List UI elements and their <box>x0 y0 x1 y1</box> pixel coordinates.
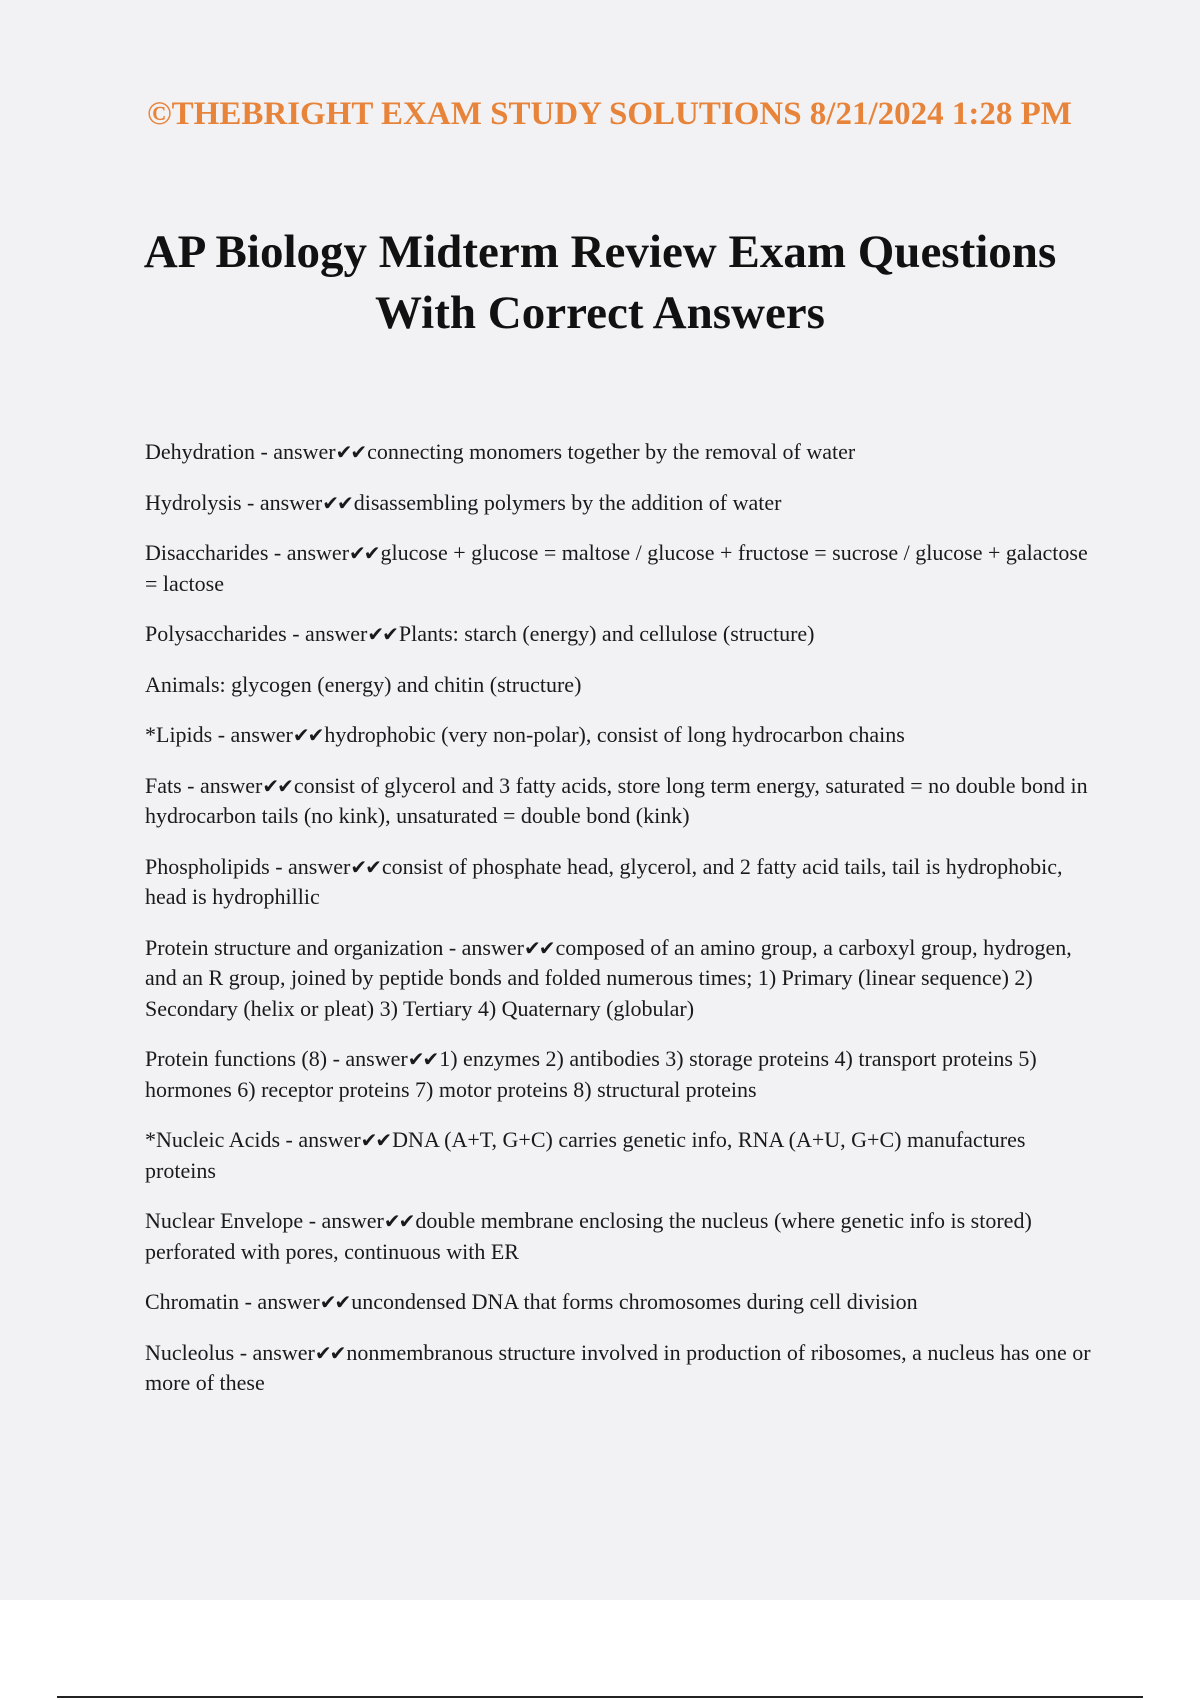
check-icon: ✔✔ <box>360 1128 391 1152</box>
check-icon: ✔✔ <box>262 773 292 798</box>
check-icon: ✔✔ <box>314 1340 345 1365</box>
qa-answer: hydrophobic (very non-polar), consist of long hydrocarbon chains <box>324 722 905 747</box>
check-icon: ✔✔ <box>349 541 379 565</box>
qa-item-animals-continuation <box>145 670 1095 701</box>
qa-answer: connecting monomers together by the removal of water <box>367 439 856 464</box>
qa-item-nucleic-acids <box>145 1125 1095 1186</box>
qa-term: *Lipids - answer <box>145 722 293 747</box>
check-icon: ✔✔ <box>407 1047 438 1071</box>
title-line-2: With Correct Answers <box>375 287 825 339</box>
qa-answer: double membrane enclosing the nucleus (where genetic info is stored) perforated with pores, continuous with ER <box>145 1208 1032 1264</box>
watermark-header <box>147 96 1147 133</box>
qa-answer: Animals: glycogen (energy) and chitin (structure) <box>145 671 582 697</box>
qa-term: Phospholipids - answer <box>145 853 351 879</box>
check-icon: ✔✔ <box>350 854 380 879</box>
qa-item-nuclear-envelope <box>145 1206 1095 1267</box>
qa-item-polysaccharides <box>145 619 1095 650</box>
qa-term: Chromatin - answer <box>145 1289 320 1314</box>
qa-term: Polysaccharides - answer <box>145 621 368 646</box>
qa-term: Fats - answer <box>145 772 263 798</box>
qa-answer: disassembling polymers by the addition of water <box>353 489 782 515</box>
qa-term: Hydrolysis - answer <box>145 489 323 515</box>
qa-answer: nonmembranous structure involved in production of ribosomes, a nucleus has one or more of these <box>145 1339 1091 1395</box>
qa-term: Protein functions (8) - answer <box>145 1046 408 1071</box>
qa-answer: 1) enzymes 2) antibodies 3) storage proteins 4) transport proteins 5) hormones 6) receptor proteins 7) motor proteins 8) structural proteins <box>145 1046 1037 1102</box>
qa-answer: consist of phosphate head, glycerol, and 2 fatty acid tails, tail is hydrophobic, head is hydrophillic <box>145 853 1063 909</box>
qa-term: Nucleolus - answer <box>145 1339 315 1365</box>
qa-term: *Nucleic Acids - answer <box>145 1127 361 1152</box>
qa-answer: composed of an amino group, a carboxyl group, hydrogen, and an R group, joined by peptide bonds and folded numerous times; 1) Primary (linear sequence) 2) Secondary (helix or pleat) 3) Tertiary 4) Quaternary (globular) <box>145 934 1072 1021</box>
copyright-icon: © <box>147 96 172 132</box>
qa-item-disaccharides <box>145 538 1095 599</box>
qa-item-protein-functions <box>145 1044 1095 1105</box>
check-icon: ✔✔ <box>292 723 323 747</box>
qa-term: Protein structure and organization - answer <box>145 934 524 960</box>
qa-answer: DNA (A+T, G+C) carries genetic info, RNA (A+U, G+C) manufactures proteins <box>145 1127 1026 1183</box>
watermark-text: THEBRIGHT EXAM STUDY SOLUTIONS 8/21/2024 1:28 PM <box>171 96 1072 132</box>
qa-term: Disaccharides - answer <box>145 540 350 565</box>
check-icon: ✔✔ <box>319 1290 350 1314</box>
qa-item-phospholipids <box>145 852 1095 913</box>
qa-item-nucleolus <box>145 1338 1095 1399</box>
check-icon: ✔✔ <box>335 440 366 464</box>
qa-term: Dehydration - answer <box>145 439 336 464</box>
check-icon: ✔✔ <box>322 490 352 515</box>
qa-list <box>145 437 1095 1419</box>
check-icon: ✔✔ <box>367 622 397 646</box>
qa-answer: consist of glycerol and 3 fatty acids, store long term energy, saturated = no double bond in hydrocarbon tails (no kink), unsaturated = double bond (kink) <box>145 772 1088 828</box>
check-icon: ✔✔ <box>383 1209 414 1233</box>
qa-item-fats <box>145 771 1095 832</box>
title-line-1: AP Biology Midterm Review Exam Questions <box>143 226 1057 278</box>
qa-answer: uncondensed DNA that forms chromosomes during cell division <box>351 1289 918 1314</box>
qa-answer: glucose + glucose = maltose / glucose + fructose = sucrose / glucose + galactose = lactose <box>145 540 1088 596</box>
document-title <box>100 222 1100 344</box>
qa-item-dehydration <box>145 437 1095 468</box>
footer-divider <box>57 1696 1143 1698</box>
qa-item-protein-structure <box>145 933 1095 1025</box>
qa-item-chromatin <box>145 1287 1095 1318</box>
qa-item-lipids <box>145 720 1095 751</box>
check-icon: ✔✔ <box>523 935 554 960</box>
qa-answer: Plants: starch (energy) and cellulose (structure) <box>398 621 815 646</box>
qa-term: Nuclear Envelope - answer <box>145 1208 384 1233</box>
qa-item-hydrolysis <box>145 488 1095 519</box>
